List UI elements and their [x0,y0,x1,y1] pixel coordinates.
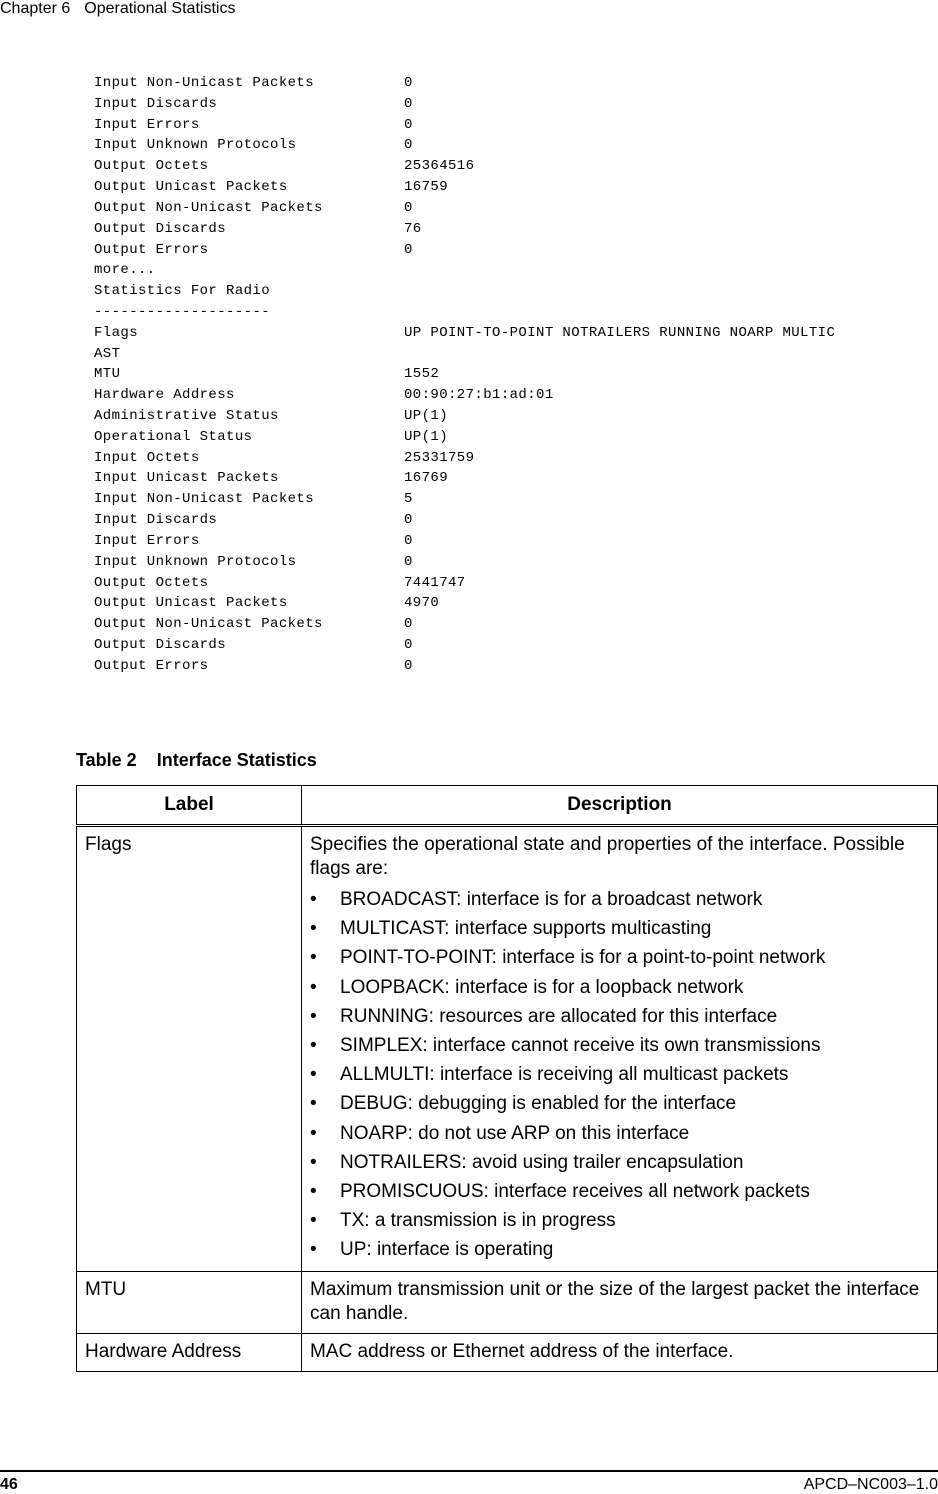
code-line-value: 0 [404,199,413,216]
code-line [94,94,924,115]
flag-description: BROADCAST: interface is for a broadcast network [340,889,763,910]
code-line [94,115,924,136]
code-line [94,614,924,635]
row-description [302,826,938,1272]
flag-description: LOOPBACK: interface is for a loopback network [340,976,744,998]
code-line-label: Output Discards [94,220,227,237]
bullet-icon: • [310,889,317,910]
bullet-icon: • [310,1093,317,1115]
flag-description: MULTICAST: interface supports multicasting [340,918,712,940]
code-line-label: Flags [94,324,139,341]
flags-description-text: Specifies the operational state and properties of the interface. Possible flags are: [310,834,905,879]
flag-description: RUNNING: resources are allocated for this interface [340,1005,778,1027]
row-description: MAC address or Ethernet address of the interface. [302,1334,938,1372]
flag-description: POINT-TO-POINT: interface is for a point-to-point network [340,947,826,969]
code-line-label: Output Octets [94,158,209,175]
code-line [94,156,924,177]
code-line-value: 00:90:27:b1:ad:01 [404,387,554,404]
code-line-label: Output Errors [94,241,209,258]
code-line-label: MTU [94,366,121,383]
table-row [77,1272,938,1334]
row-description: Maximum transmission unit or the size of the largest packet the interface can handle. [302,1272,938,1334]
code-line-value: 0 [404,553,413,570]
list-item [310,1148,929,1177]
code-line-value: 0 [404,241,413,258]
code-line-label: Input Octets [94,449,200,466]
code-line [94,135,924,156]
flag-description: NOTRAILERS: avoid using trailer encapsulation [340,1151,744,1173]
code-line [94,364,924,385]
list-item [310,943,929,972]
flag-description: TX: a transmission is in progress [340,1210,616,1232]
table-row [77,826,938,1272]
code-line-label: Input Errors [94,116,200,133]
bullet-icon: • [310,1151,317,1173]
list-item [310,1089,929,1118]
code-line-label: Input Discards [94,512,218,529]
bullet-icon: • [310,976,317,998]
code-line-label: Input Non-Unicast Packets [94,491,315,508]
code-line-label: Output Unicast Packets [94,179,288,196]
code-line-value: 0 [404,75,413,91]
code-line-label: AST [94,345,121,362]
running-header [0,0,235,18]
bullet-icon: • [310,1122,317,1144]
list-item [310,914,929,943]
code-line-value: 25331759 [404,449,475,466]
code-line [94,177,924,198]
list-item [310,885,929,914]
bullet-icon: • [310,1005,317,1027]
code-line-label: Operational Status [94,428,253,445]
code-line-value: 0 [404,657,413,674]
statistics-code-listing [94,73,924,677]
table-number: Table 2 [76,750,137,770]
table-title: Interface Statistics [156,750,317,770]
code-line [94,323,924,344]
code-line-label: Output Errors [94,657,209,674]
list-item [310,1002,929,1031]
code-line-value: UP(1) [404,408,449,424]
code-line-value [404,344,924,365]
code-line-label: Input Unknown Protocols [94,553,297,570]
flag-description: SIMPLEX: interface cannot receive its own transmissions [340,1034,821,1056]
code-line-label: Input Unknown Protocols [94,137,297,154]
table-caption [76,749,317,771]
code-line-label: more... [94,262,156,279]
list-item [310,973,929,1002]
code-line-value: 0 [404,137,413,154]
code-line-label: Input Errors [94,532,200,549]
flags-bullet-list [310,885,929,1264]
code-line-value [404,281,924,302]
code-line-value: 0 [404,95,413,112]
code-line-value: 5 [404,491,413,508]
row-label: MTU [77,1272,302,1334]
code-line-label: Input Unicast Packets [94,470,279,487]
bullet-icon: • [310,947,317,969]
bullet-icon: • [310,1034,317,1056]
code-line-label: Hardware Address [94,387,235,404]
code-line-label: Output Non-Unicast Packets [94,199,323,216]
list-item [310,1177,929,1206]
code-line [94,219,924,240]
code-line [94,302,924,323]
code-line-value [404,260,924,281]
code-line [94,573,924,594]
interface-statistics-table [76,785,938,1372]
footer-rule [0,1470,938,1472]
code-line-label: -------------------- [94,303,271,320]
code-line-value: UP(1) [404,428,449,445]
code-line-value: 16769 [404,470,449,487]
code-line-value: 1552 [404,366,440,383]
table-row [77,1334,938,1372]
bullet-icon: • [310,1064,317,1086]
code-line [94,593,924,614]
code-line [94,656,924,677]
list-item [310,1031,929,1060]
code-line [94,468,924,489]
bullet-icon: • [310,1239,317,1261]
chapter-label: Chapter 6 [0,0,71,17]
code-line-value: 0 [404,532,413,549]
code-line-value [404,302,924,323]
code-line-value: UP POINT-TO-POINT NOTRAILERS RUNNING NOARP MULTIC [404,324,836,341]
code-line [94,552,924,573]
code-line [94,240,924,261]
code-line-value: 16759 [404,179,449,196]
code-line [94,635,924,656]
row-label: Flags [77,826,302,1272]
flag-description: ALLMULTI: interface is receiving all multicast packets [340,1064,789,1086]
code-line [94,73,924,94]
flag-description: NOARP: do not use ARP on this interface [340,1122,690,1144]
bullet-icon: • [310,1180,317,1202]
flag-description: DEBUG: debugging is enabled for the interface [340,1093,737,1115]
code-line [94,260,924,281]
code-line-label: Statistics For Radio [94,283,271,300]
code-line-value: 76 [404,220,422,237]
code-line-label: Output Octets [94,574,209,591]
code-line-value: 0 [404,636,413,653]
code-line-label: Administrative Status [94,408,279,424]
list-item [310,1060,929,1089]
code-line-value: 0 [404,616,413,633]
list-item [310,1119,929,1148]
page-number: 46 [0,1476,18,1493]
label-column-header: Label [77,786,302,826]
section-title: Operational Statistics [84,0,236,17]
code-line-label: Input Discards [94,95,218,112]
code-line-label: Input Non-Unicast Packets [94,75,315,91]
table-header-row [77,786,938,826]
code-line [94,406,924,427]
code-line [94,385,924,406]
code-line-label: Output Discards [94,636,227,653]
code-line [94,427,924,448]
code-line [94,531,924,552]
flag-description: UP: interface is operating [340,1239,554,1261]
code-line-value: 0 [404,116,413,133]
list-item [310,1235,929,1264]
code-line [94,344,924,365]
code-line [94,198,924,219]
bullet-icon: • [310,1210,317,1232]
code-line-label: Output Non-Unicast Packets [94,616,323,633]
flag-description: PROMISCUOUS: interface receives all network packets [340,1180,810,1202]
code-line-value: 7441747 [404,574,466,591]
row-label: Hardware Address [77,1334,302,1372]
code-line-label: Output Unicast Packets [94,595,288,612]
document-id: APCD–NC003–1.0 [803,1476,938,1493]
bullet-icon: • [310,918,317,940]
code-line [94,281,924,302]
code-line [94,489,924,510]
description-column-header: Description [302,786,938,826]
code-line-value: 4970 [404,595,440,612]
list-item [310,1206,929,1235]
code-line-value: 0 [404,512,413,529]
code-line [94,510,924,531]
code-line-value: 25364516 [404,158,475,175]
code-line [94,448,924,469]
